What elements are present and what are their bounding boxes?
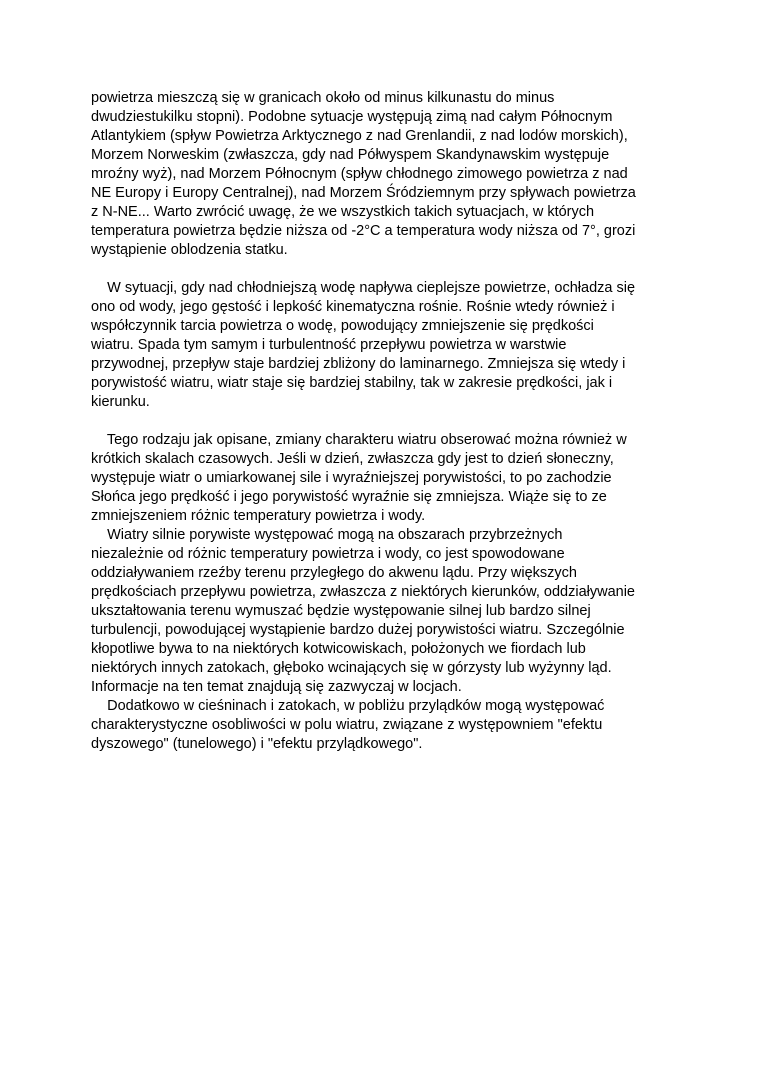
text-line: Atlantykiem (spływ Powietrza Arktycznego z nad Grenlandii, z nad lodów morskich), [91,128,628,144]
text-line: niektórych innych zatokach, głęboko wcinających się w górzysty lub wyżynny ląd. [91,660,612,676]
text-line: charakterystyczne osobliwości w polu wiatru, związane z występowniem "efektu [91,717,603,733]
text-line: porywistość wiatru, wiatr staje się bardziej stabilny, tak w zakresie prędkości, jak i [91,375,613,391]
text-line: kierunku. [91,394,150,410]
text-line: krótkich skalach czasowych. Jeśli w dzień, zwłaszcza gdy jest to dzień słoneczny, [91,451,614,467]
text-line: Dodatkowo w cieśninach i zatokach, w pobliżu przylądków mogą występować [91,698,605,714]
paragraph-3 [91,431,681,754]
body-text [91,89,681,754]
text-line: występuje wiatr o umiarkowanej sile i wyraźniejszej porywistości, to po zachodzie [91,470,612,486]
text-line: turbulencji, powodującej wystąpienie bardzo dużej porywistości wiatru. Szczególnie [91,622,625,638]
text-line: NE Europy i Europy Centralnej), nad Morzem Śródziemnym przy spływach powietrza [91,185,636,201]
text-line: kłopotliwe bywa to na niektórych kotwicowiskach, położonych we fiordach lub [91,641,586,657]
paragraph-gap [91,412,681,431]
paragraph-gap [91,260,681,279]
text-line: zmniejszeniem różnic temperatury powietrza i wody. [91,508,426,524]
text-line: mroźny wyż), nad Morzem Północnym (spływ chłodnego zimowego powietrza z nad [91,166,628,182]
text-line: Morzem Norweskim (zwłaszcza, gdy nad Półwyspem Skandynawskim występuje [91,147,610,163]
text-line: oddziaływaniem rzeźby terenu przyległego do akwenu lądu. Przy większych [91,565,577,581]
text-line: przywodnej, przepływ staje bardziej zbliżony do laminarnego. Zmniejsza się wtedy i [91,356,626,372]
text-line: Słońca jego prędkość i jego porywistość wyraźnie się zmniejsza. Wiąże się to ze [91,489,607,505]
text-line: Tego rodzaju jak opisane, zmiany charakteru wiatru obserować można również w [91,432,627,448]
text-line: wystąpienie oblodzenia statku. [91,242,288,258]
text-line: ukształtowania terenu wymuszać będzie występowanie silnej lub bardzo silnej [91,603,591,619]
text-line: Wiatry silnie porywiste występować mogą na obszarach przybrzeżnych [91,527,563,543]
text-line: Informacje na ten temat znajdują się zazwyczaj w locjach. [91,679,462,695]
text-line: ono od wody, jego gęstość i lepkość kinematyczna rośnie. Rośnie wtedy również i [91,299,615,315]
text-line: współczynnik tarcia powietrza o wodę, powodujący zmniejszenie się prędkości [91,318,594,334]
paragraph-2 [91,279,681,412]
text-line: prędkościach przepływu powietrza, zwłaszcza z niektórych kierunków, oddziaływanie [91,584,635,600]
text-line: W sytuacji, gdy nad chłodniejszą wodę napływa cieplejsze powietrze, ochładza się [91,280,636,296]
text-line: powietrza mieszczą się w granicach około od minus kilkunastu do minus [91,90,555,106]
text-line: z N-NE... Warto zwrócić uwagę, że we wszystkich takich sytuacjach, w których [91,204,595,220]
paragraph-1 [91,89,681,260]
text-line: dyszowego" (tunelowego) i "efektu przylądkowego". [91,736,423,752]
text-line: wiatru. Spada tym samym i turbulentność przepływu powietrza w warstwie [91,337,567,353]
text-line: temperatura powietrza będzie niższa od -2°C a temperatura wody niższa od 7°, grozi [91,223,636,239]
text-line: niezależnie od różnic temperatury powietrza i wody, co jest spowodowane [91,546,565,562]
text-line: dwudziestukilku stopni). Podobne sytuacje występują zimą nad całym Północnym [91,109,613,125]
